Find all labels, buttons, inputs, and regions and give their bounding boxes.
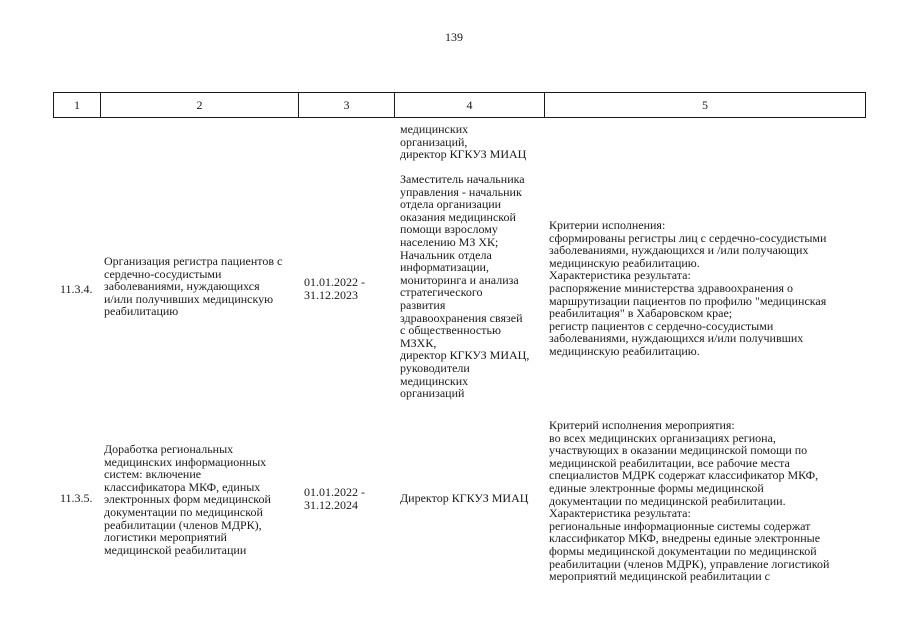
row-11-3-4-number: 11.3.4. — [60, 282, 93, 296]
column-header-5: 5 — [545, 93, 866, 118]
page-number: 139 — [445, 30, 463, 44]
row-11-3-5-period: 01.01.2022 - 31.12.2024 — [304, 485, 365, 512]
column-header-4: 4 — [395, 93, 545, 118]
row-11-3-4-name: Организация регистра пациентов с сердечно-сосудистыми заболеваниями, нуждающихся и/или получивших медицинскую реабилитацию — [104, 254, 283, 319]
row-11-3-4-period: 01.01.2022 - 31.12.2023 — [304, 275, 365, 302]
row-11-3-5-number: 11.3.5. — [60, 491, 93, 505]
table-header-row — [53, 92, 866, 118]
row-11-3-5-responsible: Директор КГКУЗ МИАЦ — [400, 491, 529, 505]
row-11-3-5-result: Критерий исполнения мероприятия: во всех медицинских организациях региона, участвующих в оказании медицинской помощи по медицинской реабилитации, все рабочие места специалистов МДРК содержат классификатор МКФ, единые электронные формы медицинской документации по медицинской реабилитации. Характеристика результата: региональные информационные системы содержат классификатор МКФ, внедрены единые электронные формы медицинской документации по медицинской реабилитации (членов МДРК), управление логистикой мероприятий медицинской реабилитации с — [549, 418, 830, 584]
row-11-3-5-name: Доработка региональных медицинских информационных систем: включение классификатора МКФ, единых электронных форм медицинской документации по медицинской реабилитации (членов МДРК), логистики мероприятий медицинской реабилитации — [104, 442, 271, 557]
row-11-3-4-responsible: Заместитель начальника управления - начальник отдела организации оказания медицинской помощи взрослому населению МЗ ХК; Начальник отдела информатизации, мониторинга и анализа стратегического развития здравоохранения связей с общественностью МЗХК, директор КГКУЗ МИАЦ, руководители медицинских организаций — [400, 172, 530, 401]
column-header-3: 3 — [299, 93, 395, 118]
row-11-3-4-result: Критерии исполнения: сформированы регистры лиц с сердечно-сосудистыми заболеваниями, нуждающихся и /или получающих медицинскую реабилитацию. Характеристика результата: распоряжение министерства здравоохранения о маршрутизации пациентов по профилю "медицинская реабилитация" в Хабаровском крае; регистр пациентов с сердечно-сосудистыми заболеваниями, нуждающихся и/или получивших медицинскую реабилитацию. — [549, 218, 827, 358]
continuation-responsible: медицинских организаций, директор КГКУЗ МИАЦ — [400, 122, 527, 162]
column-header-1: 1 — [54, 93, 101, 118]
column-header-2: 2 — [101, 93, 299, 118]
